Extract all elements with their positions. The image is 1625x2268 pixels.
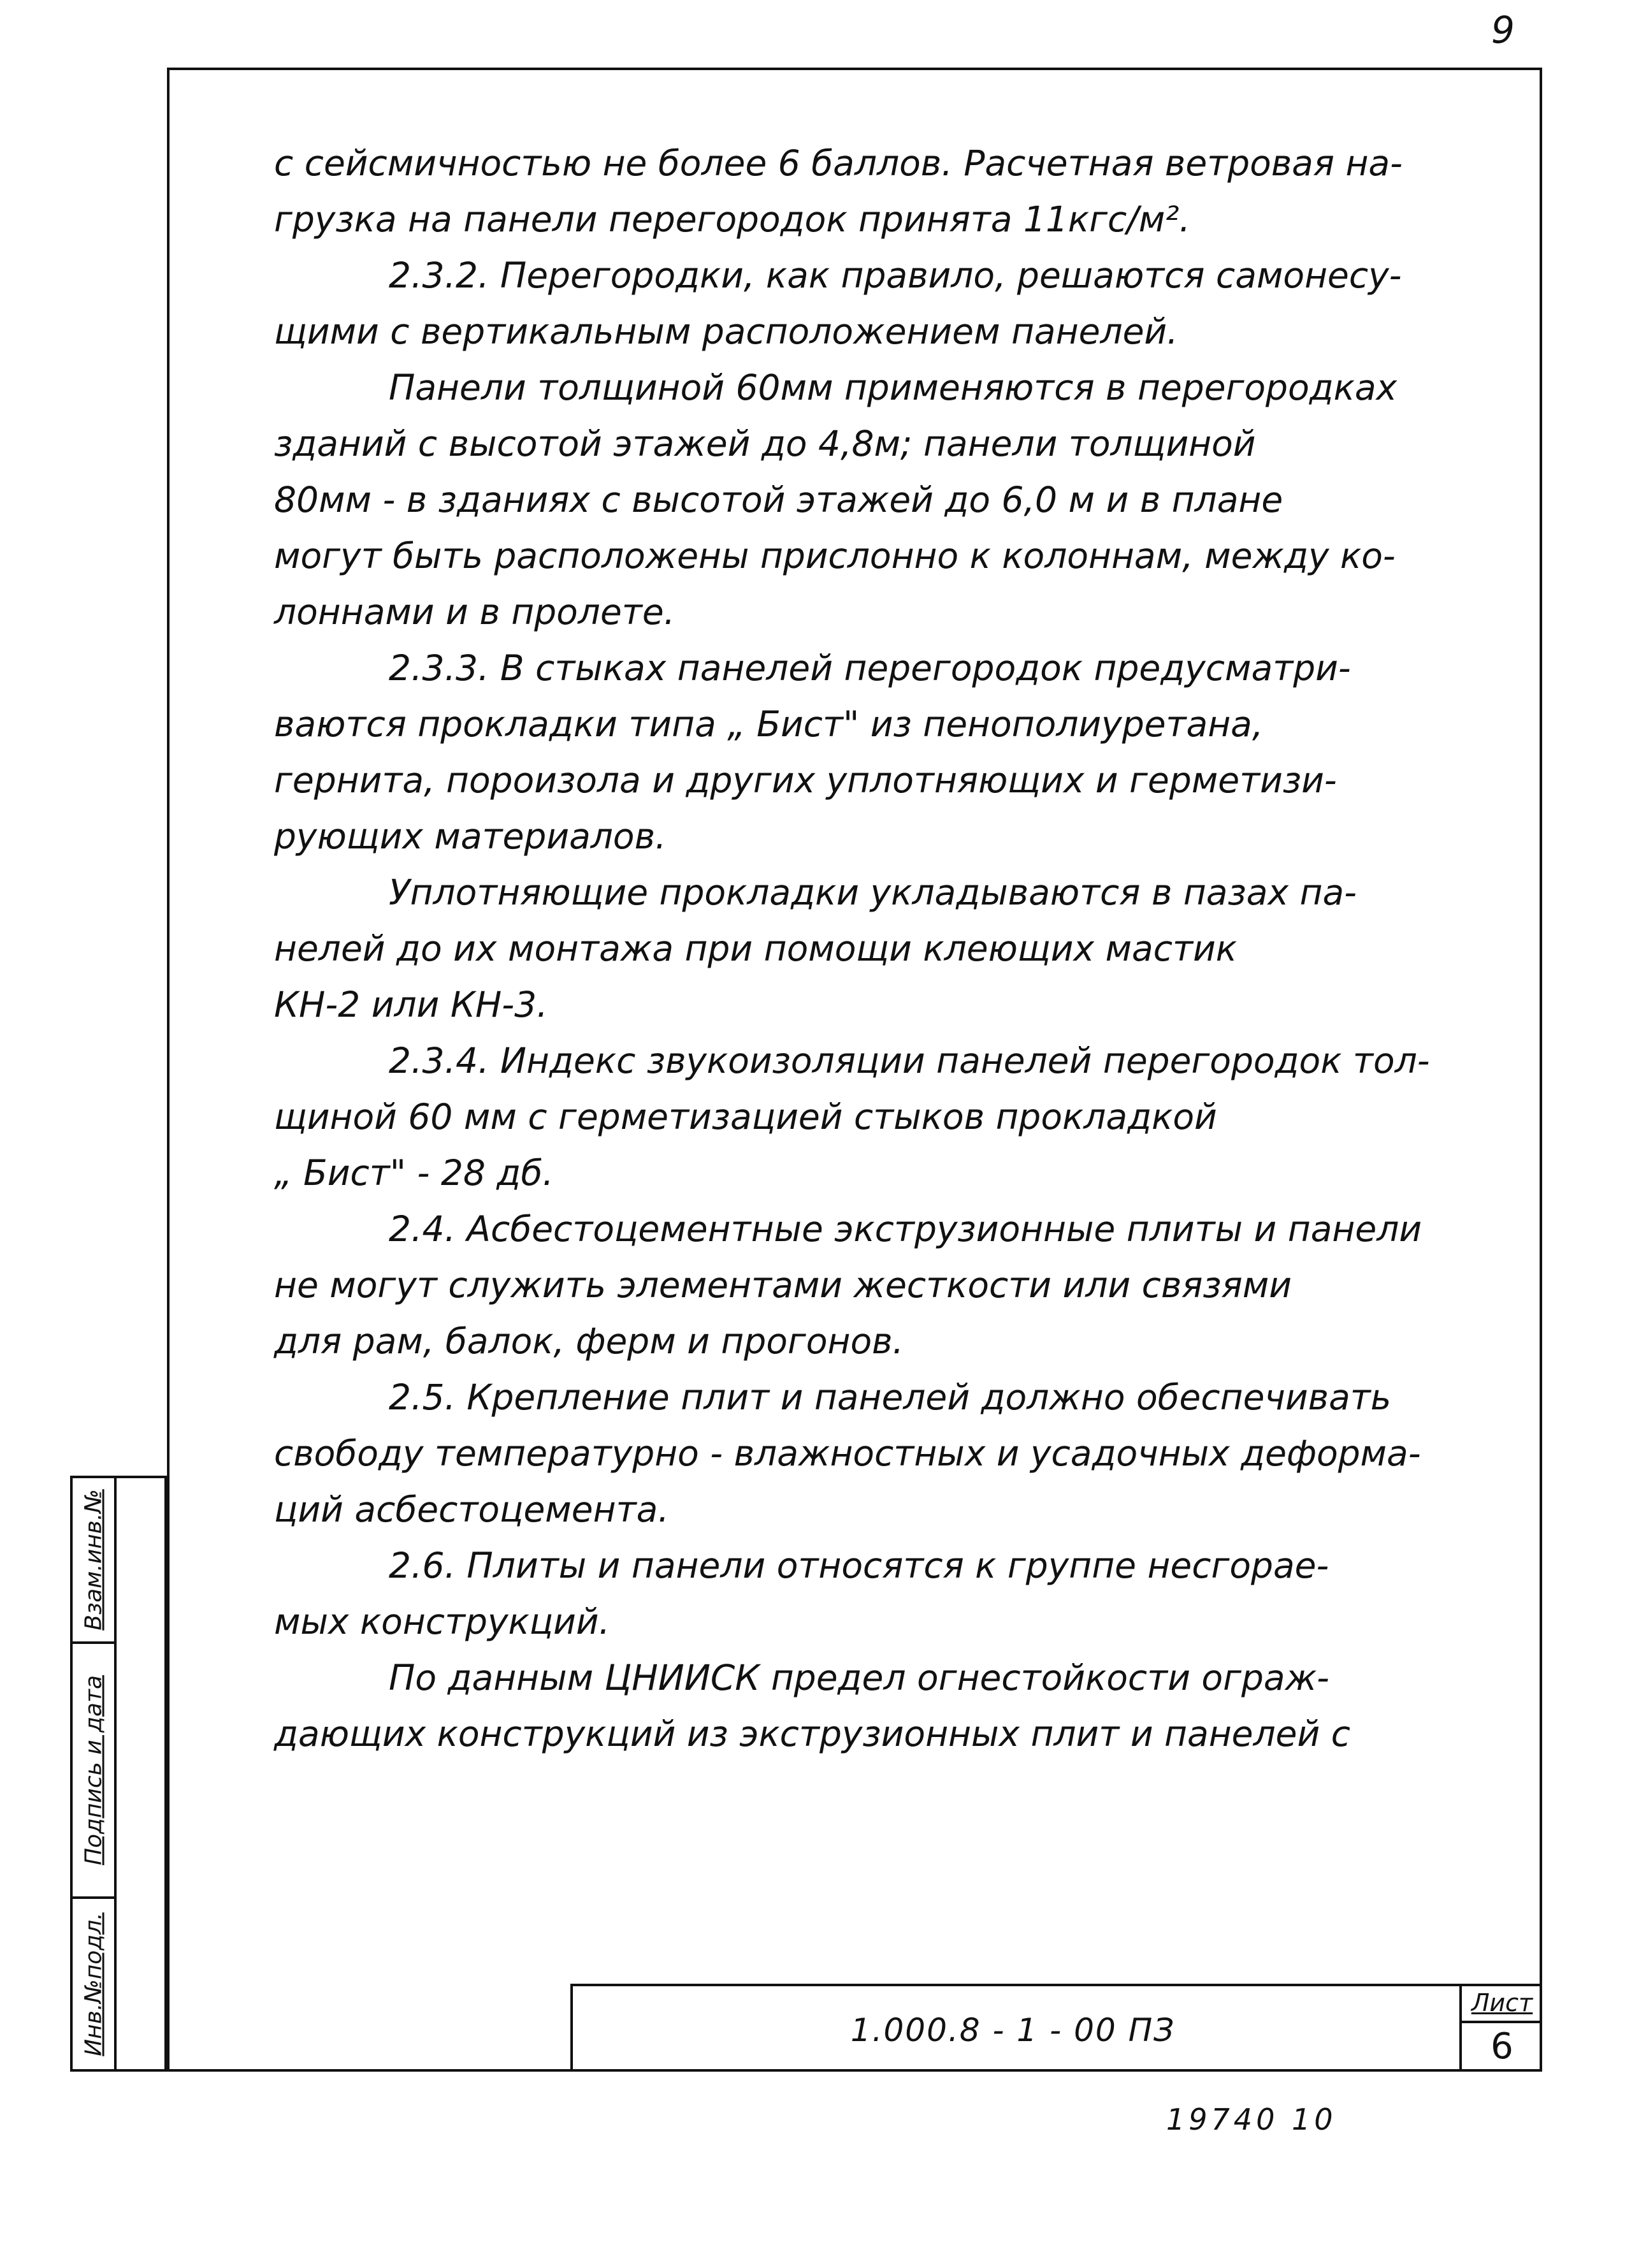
text-line: 80мм - в зданиях с высотой этажей до 6,0 м и в плане [274, 479, 1283, 520]
text-line: щиной 60 мм с герметизацией стыков прокладкой [274, 1096, 1217, 1137]
sheet-number: 6 [1491, 2026, 1513, 2067]
text-line: 2.3.3. В стыках панелей перегородок предусматри- [389, 648, 1351, 688]
text-line: 2.3.4. Индекс звукоизоляции панелей перегородок тол- [389, 1040, 1430, 1081]
archive-number: 19740 10 [1166, 2102, 1337, 2137]
text-line: По данным ЦНИИСК предел огнестойкости ограж- [389, 1657, 1329, 1698]
text-line: щими с вертикальным расположением панелей. [274, 311, 1178, 352]
text-line: Уплотняющие прокладки укладываются в пазах па- [389, 872, 1357, 913]
approval-stamp-column [70, 1476, 167, 2072]
text-line: нелей до их монтажа при помощи клеющих мастик [274, 928, 1237, 969]
text-line: с сейсмичностью не более 6 баллов. Расчетная ветровая на- [274, 143, 1403, 184]
original-inventory-label: Инв.№подл. [80, 1912, 106, 2056]
stamp-cell-signature [73, 1644, 114, 1899]
text-line: дающих конструкций из экструзионных плит и панелей с [274, 1713, 1350, 1754]
text-line: 2.5. Крепление плит и панелей должно обеспечивать [389, 1377, 1392, 1418]
text-line: зданий с высотой этажей до 4,8м; панели толщиной [274, 423, 1256, 464]
sheet-cell [1459, 1986, 1542, 2072]
text-line: для рам, балок, ферм и прогонов. [274, 1321, 904, 1362]
page-number: 9 [1491, 8, 1515, 52]
signature-date-label: Подпись и дата [80, 1675, 106, 1866]
interchange-inventory-label: Взам.инв.№ [80, 1489, 106, 1631]
text-line: ций асбестоцемента. [274, 1489, 669, 1530]
text-line: 2.6. Плиты и панели относятся к группе несгорае- [389, 1545, 1329, 1586]
text-line: лоннами и в пролете. [274, 592, 675, 632]
stamp-cell-original-inventory [73, 1899, 114, 2069]
document-body [274, 135, 1498, 1762]
sheet-label: Лист [1462, 1989, 1542, 2023]
text-line: мых конструкций. [274, 1601, 610, 1642]
text-line: 2.3.2. Перегородки, как правило, решаются самонесу- [389, 255, 1402, 296]
text-line: могут быть расположены прислонно к колоннам, между ко- [274, 535, 1396, 576]
document-designation: 1.000.8 - 1 - 00 ПЗ [850, 2012, 1176, 2049]
text-line: Панели толщиной 60мм применяются в перегородках [389, 367, 1398, 408]
text-line: не могут служить элементами жесткости или связями [274, 1265, 1292, 1305]
text-line: КН-2 или КН-3. [274, 984, 548, 1025]
text-line: рующих материалов. [274, 816, 667, 857]
stamp-label-column [73, 1478, 117, 2069]
text-line: свободу температурно - влажностных и усадочных деформа- [274, 1433, 1421, 1474]
text-line: гернита, пороизола и других уплотняющих и герметизи- [274, 760, 1337, 801]
text-line: грузка на панели перегородок принята 11кгс/м². [274, 199, 1190, 240]
text-line: 2.4. Асбестоцементные экструзионные плиты и панели [389, 1209, 1422, 1249]
stamp-cell-interchange [73, 1478, 114, 1644]
text-line: ваются прокладки типа „ Бист" из пенополиуретана, [274, 704, 1264, 745]
text-line: „ Бист" - 28 дб. [274, 1152, 554, 1193]
title-block [570, 1984, 1542, 2072]
